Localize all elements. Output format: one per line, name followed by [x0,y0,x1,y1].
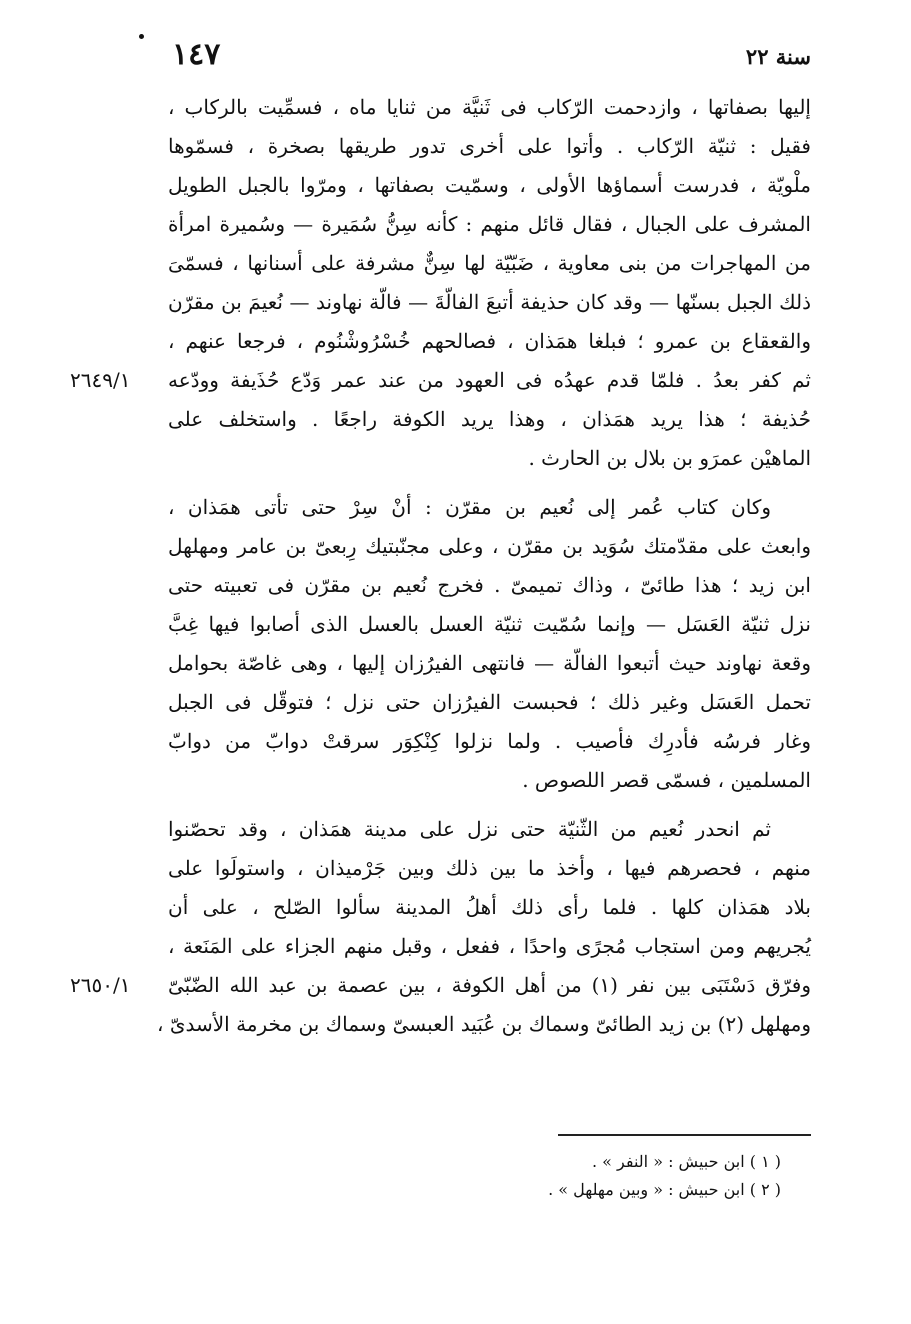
text-line: ومهلهل (٢) بن زيد الطائىّ وسماك بن عُبَيد العبسىّ وسماك بن مخرمة الأسدىّ ، [157,1012,811,1036]
paragraph [70,810,812,1044]
text-line: ذلك الجبل بسنّها — وقد كان حذيفة أتبعَ الفالّةَ — فالّة نهاوند — نُعيمَ بن مقرّن [168,290,811,314]
text-line: فقيل : ثنيّة الرّكاب . وأتوا على أخرى تدور طريقها بصخرة ، فسمّوها [168,134,811,158]
text-line: من المهاجرات من بنى معاوية ، ضَبّيّة لها سِنٌّ مشرفة على أسنانها ، فسمّىَ [168,251,811,275]
text-line: بلاد همَذان كلها . فلما رأى ذلك أهلُ المدينة سألوا الصّلح ، على أن [168,895,811,919]
text-line: ثم كفر بعدُ . فلمّا قدم عهدُه فى العهود من عند عمر وَدّع حُذَيفة وودّعه ٢٦٤٩/١ [168,361,811,400]
text-line: يُجريهم ومن استجاب مُجرًى واحدًا ، ففعل ، وقبل منهم الجزاء على المَنَعة ، [168,934,811,958]
text-line: منهم ، فحصرهم فيها ، وأخذ ما بين ذلك وبين جَرْميذان ، واستولَوا على [168,856,811,880]
text-line: نزل ثنيّة العَسَل — وإنما سُمّيت ثنيّة العسل بالعسل الذى أصابوا فيها غِبَّ [168,612,811,636]
margin-reference: ٢٦٤٩/١ [70,368,131,392]
text-line: الماهيْن عمرَو بن بلال بن الحارث . [528,446,811,470]
text-line: وقعة نهاوند حيث أتبعوا الفالّة — فانتهى الفيرُزان إليها ، وهى غاصّة بحوامل [168,651,811,675]
text-line: المشرف على الجبال ، فقال قائل منهم : كأنه سِنُّ سُمَيرة — وسُميرة امرأة [168,212,811,236]
text-line: وابعث على مقدّمتك سُوَيد بن مقرّن ، وعلى مجنّبتيك رِبعىّ بن عامر ومهلهل [168,534,811,558]
ink-dot [139,34,144,39]
footnotes [548,1148,781,1204]
text-line: تحمل العَسَل وغير ذلك ؛ فحبست الفيرُزان حتى نزل ؛ فتوقّل فى الجبل [168,690,811,714]
text-line: المسلمين ، فسمّى قصر اللصوص . [522,768,811,792]
page-number: ١٤٧ [172,37,221,72]
margin-reference: ٢٦٥٠/١ [70,973,131,997]
text-line: ابن زيد ؛ هذا طائىّ ، وذاك تميمىّ . فخرج نُعيم بن مقرّن فى تعبيته حتى [168,573,811,597]
text-line: وكان كتاب عُمر إلى نُعيم بن مقرّن : أنْ سِرْ حتى تأتى همَذان ، [168,495,771,519]
text-line: وغار فرسُه فأدرِك فأصيب . ولما نزلوا كِنْكِوَر سرقتْ دوابّ من دوابّ [168,729,811,753]
footnote-divider [558,1134,811,1136]
text-line: ملْويّة ، فدرست أسماؤها الأولى ، وسمّيت بصفاتها ، ومرّوا بالجبل الطويل [168,173,811,197]
text-line: والقعقاع بن عمرو ؛ فبلغا همَذان ، فصالحهم خُسْرُوشْنُوم ، فرجعا عنهم ، [168,329,811,353]
paragraph [168,488,811,800]
footnote: ( ١ ) ابن حبيش : « النفر » . [592,1152,781,1171]
text-line: وفرّق دَسْتَبَى بين نفر (١) من أهل الكوفة ، بين عصمة بن عبد الله الضّبّىّ ٢٦٥٠/١ [168,966,811,1005]
footnote: ( ٢ ) ابن حبيش : « وبين مهلهل » . [548,1180,781,1199]
text-line: إليها بصفاتها ، وازدحمت الرّكاب فى ثَنيَّة من ثنايا ماه ، فسمِّيت بالركاب ، [168,95,811,119]
paragraph [70,88,811,478]
main-text [70,88,812,1044]
text-line: حُذيفة ؛ هذا يريد همَذان ، وهذا يريد الكوفة راجعًا . واستخلف على [168,407,811,431]
text-line: ثم انحدر نُعيم من الثّنيّة حتى نزل على مدينة همَذان ، وقد تحصّنوا [168,817,771,841]
running-head: سنة ٢٢ [745,44,811,69]
